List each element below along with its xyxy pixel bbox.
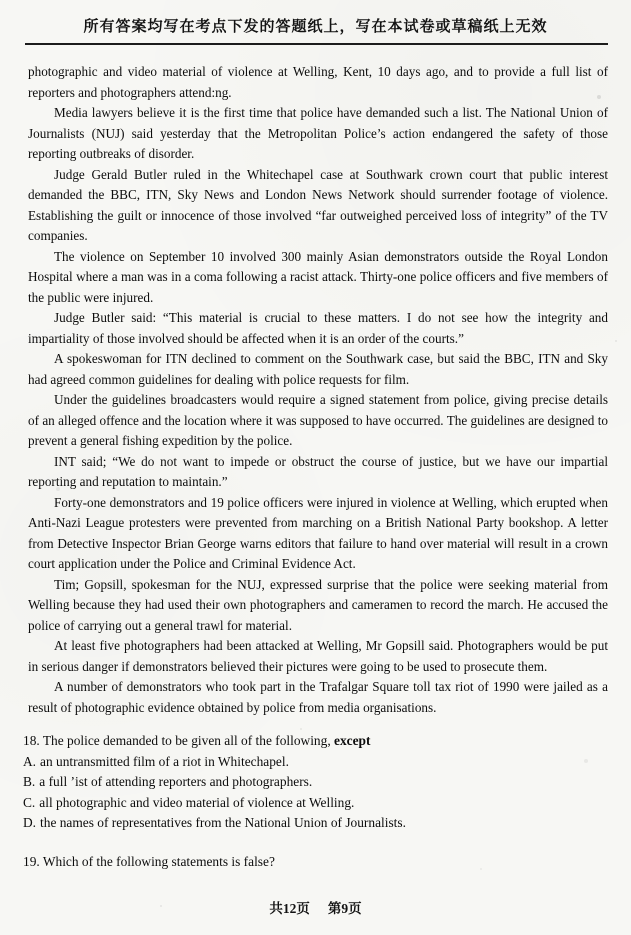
option-c-label: C. — [23, 794, 36, 810]
question-18-option-d — [23, 813, 608, 834]
option-a-text: an untransmitted film of a riot in Whitechapel. — [40, 753, 289, 769]
option-b-text: a full ʼist of attending reporters and photographers. — [39, 774, 313, 790]
question-18-except-keyword: except — [334, 733, 371, 748]
passage-paragraph: A spokeswoman for ITN declined to comment on the Southwark case, but said the BBC, ITN and Sky had agreed common guidelines for dealing with police requests for film. — [28, 351, 608, 387]
passage-paragraph: Under the guidelines broadcasters would require a signed statement from police, giving precise details of an alleged offence and the location where it was supposed to have occurred. The guidelines are designed to prevent a general fishing expedition by the police. — [28, 392, 608, 448]
option-a-label: A. — [23, 753, 37, 769]
question-19 — [23, 852, 608, 873]
passage-paragraph: INT said; “We do not want to impede or obstruct the course of justice, but we have our impartial reporting and reputation to maintain.” — [28, 453, 608, 489]
question-18-text: The police demanded to be given all of the following, — [39, 733, 335, 748]
question-18-option-a — [23, 752, 608, 773]
reading-passage — [28, 62, 608, 718]
passage-paragraph: Tim; Gopsill, spokesman for the NUJ, expressed surprise that the police were seeking material from Welling because they had used their own photographers and cameramen to record the march. He accused the police of carrying out a general trawl for material. — [28, 576, 608, 633]
question-18 — [23, 731, 608, 752]
passage-paragraph: Media lawyers believe it is the first time that police have demanded such a list. The National Union of Journalists (NUJ) said yesterday that the Metropolitan Police’s action endangered the safety of those reporting outbreaks of disorder. — [28, 105, 608, 161]
question-18-option-c — [23, 793, 608, 814]
passage-paragraph: The violence on September 10 involved 300 mainly Asian demonstrators outside the Royal London Hospital where a man was in a coma following a racist attack. Thirty-one police officers and five members of the public were injured. — [28, 248, 608, 305]
page-footer — [0, 897, 631, 917]
question-18-number: 18. — [23, 733, 40, 748]
header-notice: 所有答案均写在考点下发的答题纸上，写在本试卷或草稿纸上无效 — [83, 18, 548, 35]
option-d-label: D. — [23, 815, 37, 831]
passage-paragraph: photographic and video material of violence at Welling, Kent, 10 days ago, and to provide a full list of reporters and photographers attend:ng. — [28, 64, 608, 100]
footer-total-pages: 共12页 — [269, 901, 310, 916]
question-19-text: Which of the following statements is false? — [39, 853, 275, 869]
passage-paragraph: Forty-one demonstrators and 19 police officers were injured in violence at Welling, which erupted when Anti-Nazi League protesters were prevented from marching on a British National Party bookshop. A letter from Detective Inspector Brian George warns editors that failure to hand over material will result in a crown court application under the Police and Criminal Evidence Act. — [28, 494, 608, 571]
passage-paragraph: At least five photographers had been attacked at Welling, Mr Gopsill said. Photographers would be put in serious danger if demonstrators believed their pictures were going to be used to prosecute them. — [28, 638, 608, 674]
passage-paragraph: Judge Gerald Butler ruled in the Whitechapel case at Southwark crown court that public interest demanded the BBC, ITN, Sky News and London News Network should surrender footage of violence. Establishing the guilt or innocence of those involved “far outweighed perceived loss of integrity” of the TV companies. — [28, 166, 608, 243]
passage-paragraph: Judge Butler said: “This material is crucial to these matters. I do not see how the integrity and impartiality of those involved should be affected when it is an order of the courts.” — [28, 310, 608, 346]
question-18-option-b — [23, 772, 608, 793]
header-divider-line — [25, 43, 608, 45]
option-b-label: B. — [23, 774, 36, 790]
passage-paragraph: A number of demonstrators who took part in the Trafalgar Square toll tax riot of 1990 were jailed as a result of photographic evidence obtained by police from media organisations. — [28, 679, 608, 715]
question-19-number: 19. — [23, 853, 40, 869]
option-c-text: all photographic and video material of violence at Welling. — [39, 794, 355, 810]
questions-section — [23, 731, 608, 873]
footer-current-page: 第9页 — [327, 901, 362, 916]
option-d-text: the names of representatives from the National Union of Journalists. — [40, 815, 406, 831]
